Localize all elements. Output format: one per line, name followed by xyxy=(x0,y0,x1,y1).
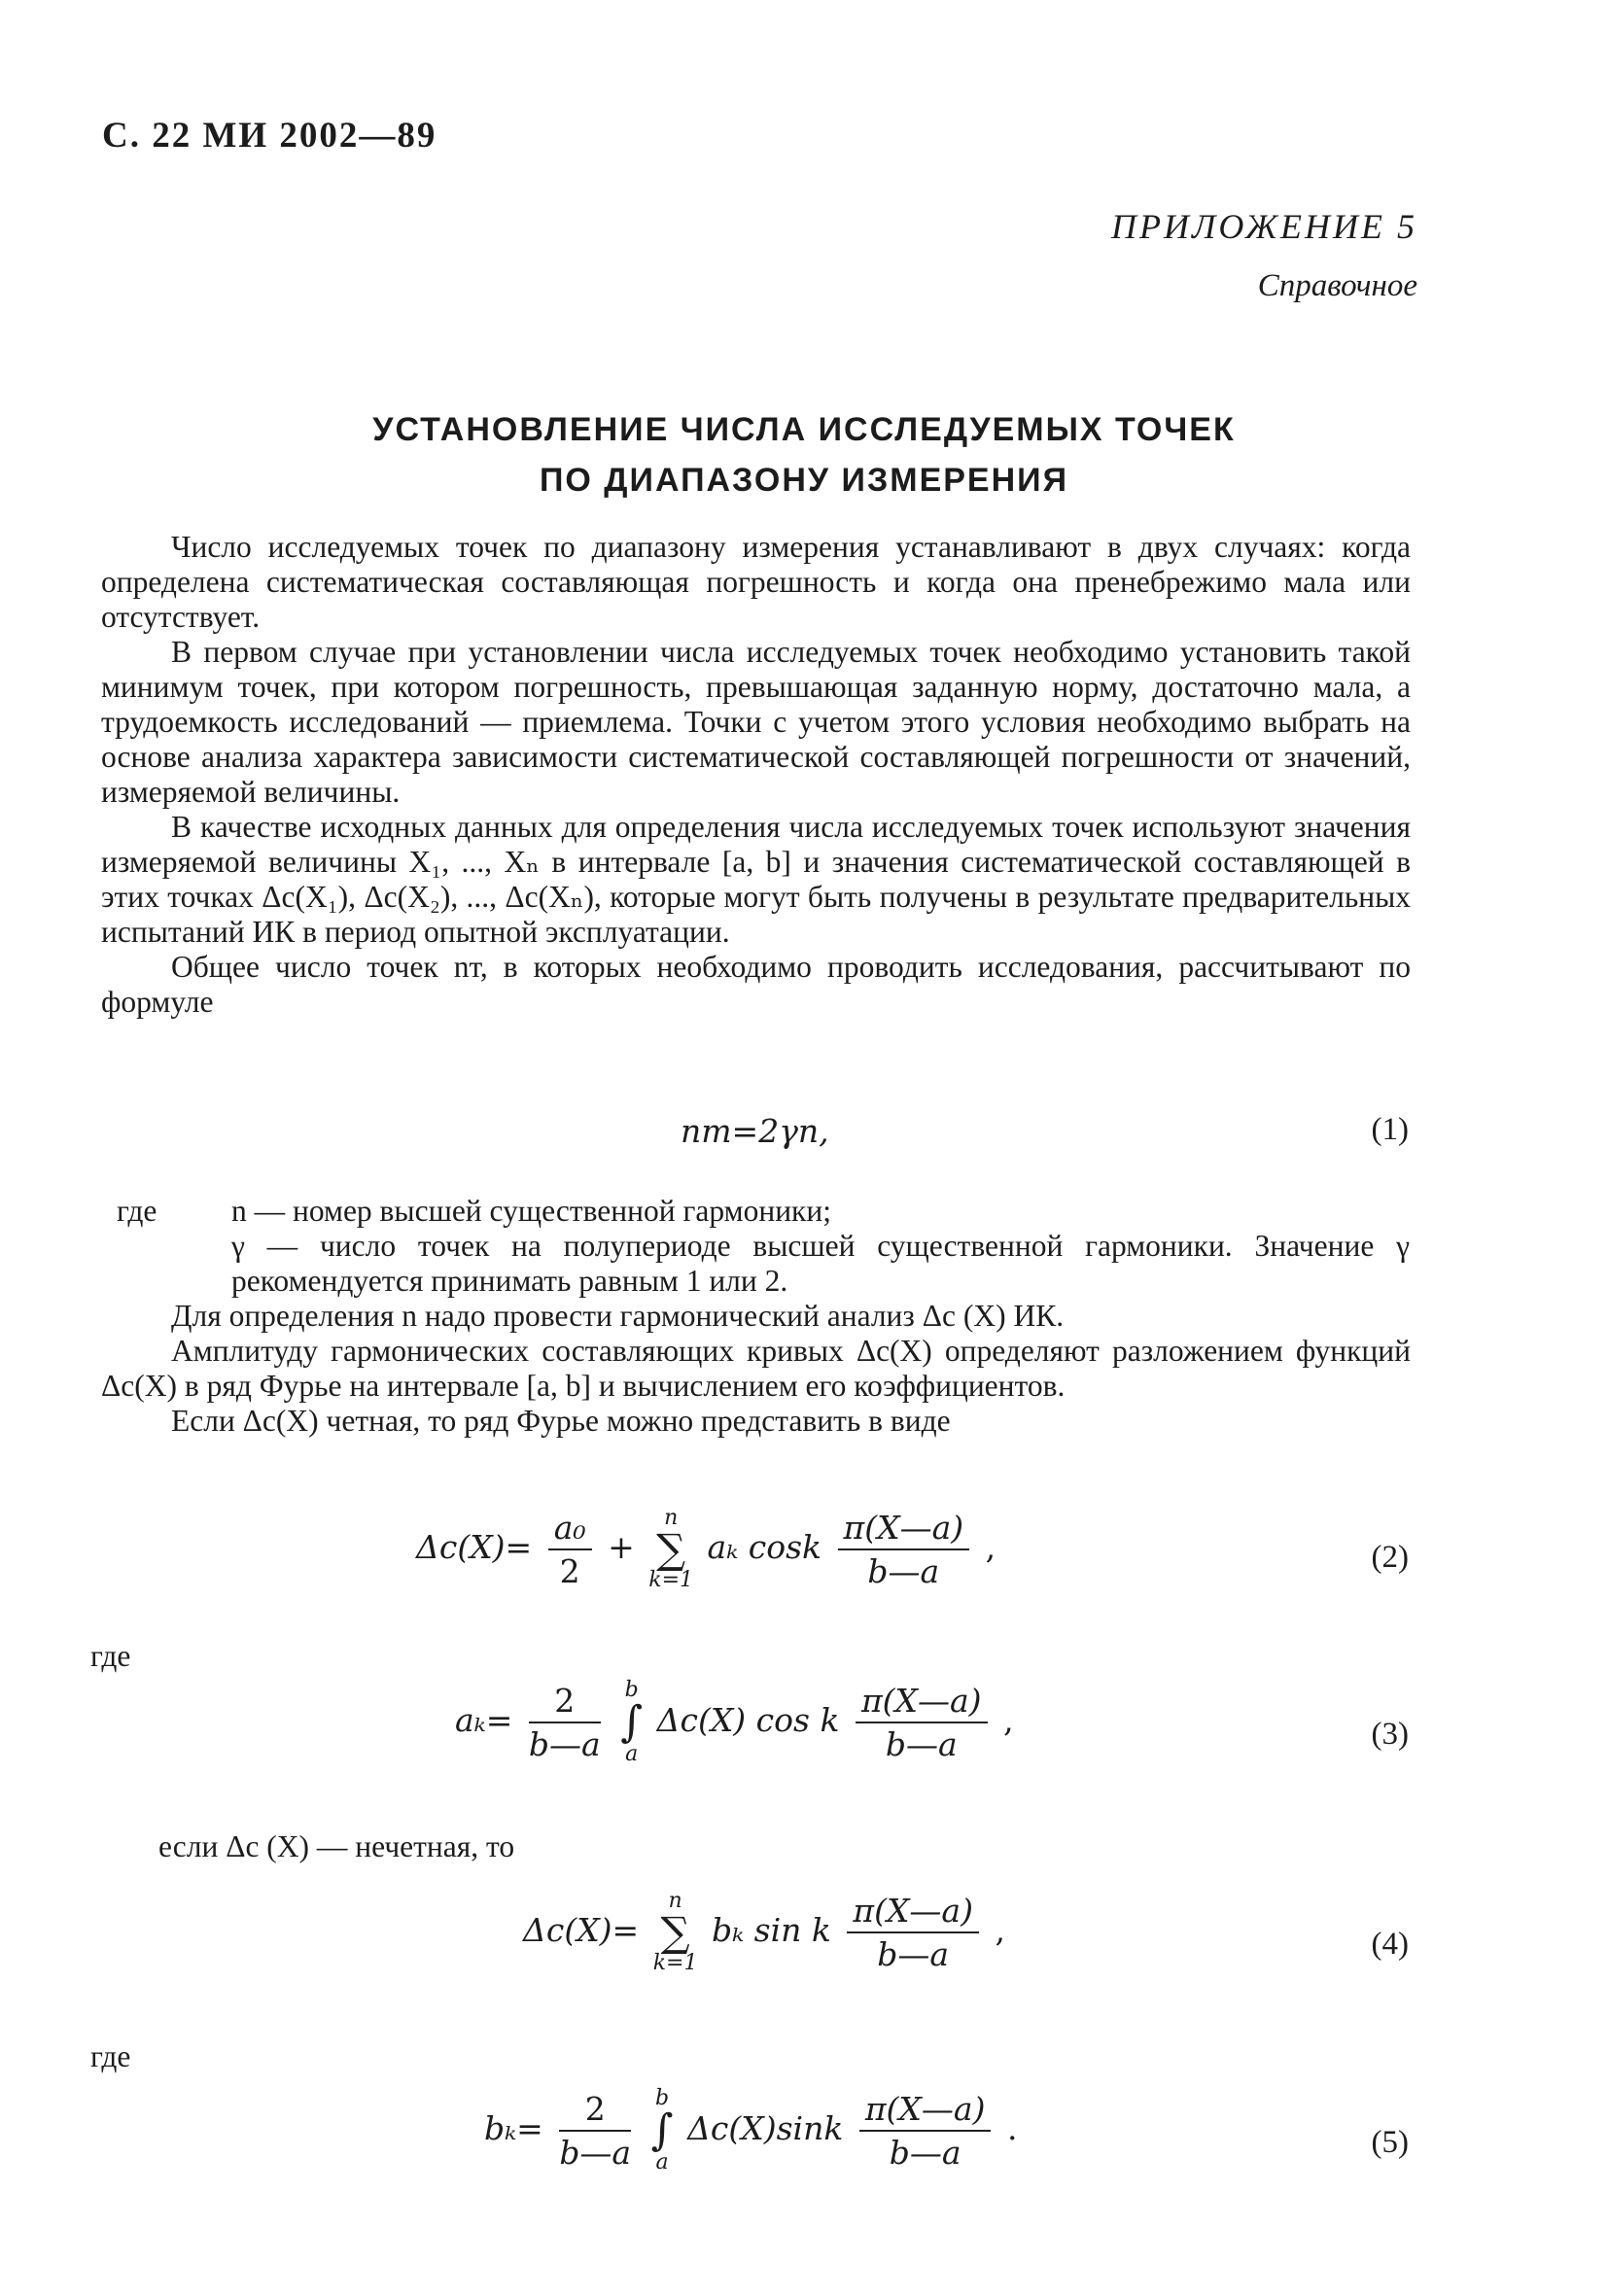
formula-5-tail: . xyxy=(1006,2109,1018,2147)
formula-4-frac-num: π(X—a) xyxy=(847,1892,979,1933)
formula-2-plus: + xyxy=(608,1528,635,1566)
body-text-upper xyxy=(101,530,1411,1020)
formula-3-int-top: b xyxy=(624,1678,639,1702)
formula-2 xyxy=(416,1507,996,1592)
formula-2-sum-bottom: k=1 xyxy=(648,1568,694,1592)
paragraph-6: Амплитуду гармонических составляющих кривых Δc(X) определяют разложением функций Δc(X) в ряд Фурье на интервале [a, b] и вычислением его коэффициентов. xyxy=(101,1334,1411,1403)
formula-1-rhs: =2γn, xyxy=(731,1112,829,1150)
formula-5-frac2-num: π(X—a) xyxy=(859,2090,992,2132)
formula-3-tail: , xyxy=(1003,1701,1014,1739)
formula-2-number: (2) xyxy=(1371,1540,1409,1575)
formula-2-sum: n ∑ k=1 xyxy=(648,1506,694,1592)
formula-5-fraction-2 xyxy=(859,2090,992,2172)
formula-3-fraction-1 xyxy=(529,1682,601,1763)
definitions-list xyxy=(117,1194,1410,1299)
formula-2-sum-top: n xyxy=(664,1506,679,1530)
formula-3-term: Δc(X) cos k xyxy=(656,1701,840,1739)
paragraph-7: Если Δc(X) четная, то ряд Фурье можно представить в виде xyxy=(171,1404,951,1438)
formula-2-tail: , xyxy=(985,1528,996,1566)
title-line-2: ПО ДИАПАЗОНУ ИЗМЕРЕНИЯ xyxy=(539,462,1069,499)
formula-5-integral: b ∫ a xyxy=(650,2086,674,2174)
formula-5-fraction-1 xyxy=(559,2090,631,2172)
formula-3-frac1-den: b—a xyxy=(528,1725,601,1763)
formula-3-fraction-2 xyxy=(856,1682,988,1763)
definition-1 xyxy=(117,1194,1410,1229)
formula-2-lhs: Δc(X)= xyxy=(416,1528,533,1566)
formula-1-number: (1) xyxy=(1371,1112,1409,1147)
formula-3-frac2-den: b—a xyxy=(885,1725,958,1763)
formula-4-lhs: Δc(X)= xyxy=(523,1911,640,1949)
formula-4-fraction xyxy=(847,1892,979,1973)
formula-2-fraction-2 xyxy=(838,1509,970,1590)
formula-3-frac2-num: π(X—a) xyxy=(856,1682,988,1723)
definition-1-text: n — номер высшей существенной гармоники; xyxy=(231,1194,831,1228)
formula-3-frac1-num: 2 xyxy=(529,1682,601,1723)
appendix-label: ПРИЛОЖЕНИЕ 5 xyxy=(1111,207,1417,246)
formula-1 xyxy=(681,1112,829,1150)
definition-2 xyxy=(117,1229,1410,1299)
definition-2-text: γ — число точек на полупериоде высшей существенной гармоники. Значение γ рекомендуется принимать равным 1 или 2. xyxy=(231,1229,1410,1298)
formula-3-int-bottom: a xyxy=(625,1742,639,1766)
formula-5-frac2-den: b—a xyxy=(889,2134,961,2172)
title-line-1: УСТАНОВЛЕНИЕ ЧИСЛА ИССЛЕДУЕМЫХ ТОЧЕК xyxy=(372,411,1236,448)
formula-4-sum-bottom: k=1 xyxy=(652,1951,698,1975)
formula-2-fraction-1 xyxy=(548,1509,592,1590)
formula-4 xyxy=(523,1890,1005,1975)
where-label-1: где xyxy=(90,1639,131,1673)
formula-4-number: (4) xyxy=(1371,1927,1409,1962)
body-text-middle xyxy=(101,1299,1411,1439)
paragraph-4: Общее число точек nт, в которых необходимо проводить исследования, рассчитывают по формуле xyxy=(101,950,1411,1019)
formula-4-sum: n ∑ k=1 xyxy=(652,1889,698,1975)
formula-3 xyxy=(455,1680,1014,1765)
formula-5-number: (5) xyxy=(1371,2125,1409,2160)
formula-5-term: Δc(X)sink xyxy=(687,2109,844,2147)
paragraph-5: Для определения n надо провести гармонический анализ Δc (X) ИК. xyxy=(171,1299,1065,1333)
section-title xyxy=(0,404,1608,505)
formula-4-term: bₖ sin k xyxy=(711,1911,831,1949)
paragraph-2: В первом случае при установлении числа исследуемых точек необходимо установить такой минимум точек, при котором погрешность, превышающая заданную норму, достаточно мала, а трудоемкость исследований — приемлема. Точки с учетом этого условия необходимо выбрать на основе анализа характера зависимости систематической составляющей погрешности от значений, измеряемой величины. xyxy=(101,635,1411,809)
appendix-block xyxy=(1111,206,1417,304)
formula-5 xyxy=(484,2088,1017,2174)
formula-1-lhs: nт xyxy=(681,1112,732,1150)
paragraph-1: Число исследуемых точек по диапазону измерения устанавливают в двух случаях: когда определена систематическая составляющая погрешность и когда она пренебрежимо мала или отсутствует. xyxy=(101,530,1411,634)
appendix-type: Справочное xyxy=(1257,268,1417,303)
paragraph-3: В качестве исходных данных для определения числа исследуемых точек используют значения измеряемой величины X₁, ..., Xₙ в интервале [a, b] и значения систематической составляющей в этих точках Δc(X₁), Δc(X₂), ..., Δc(Xₙ), которые могут быть получены в результате предварительных испытаний ИК в период опытной эксплуатации. xyxy=(101,810,1411,949)
formula-3-lhs: aₖ= xyxy=(455,1701,513,1739)
where-word: где xyxy=(117,1194,157,1228)
formula-5-frac1-den: b—a xyxy=(559,2134,632,2172)
paragraph-8: если Δc (X) — нечетная, то xyxy=(158,1829,515,1863)
formula-5-frac1-num: 2 xyxy=(559,2090,631,2132)
formula-2-frac2-den: b—a xyxy=(867,1552,940,1590)
where-label-2: где xyxy=(90,2039,131,2073)
formula-2-frac1-num: a₀ xyxy=(548,1509,592,1550)
formula-2-frac2-num: π(X—a) xyxy=(838,1509,970,1550)
formula-5-int-top: b xyxy=(655,2086,670,2110)
formula-3-number: (3) xyxy=(1371,1717,1409,1752)
formula-4-frac-den: b—a xyxy=(877,1935,950,1973)
page-header: С. 22 МИ 2002—89 xyxy=(102,116,437,156)
formula-3-integral: b ∫ a xyxy=(620,1678,644,1766)
formula-5-lhs: bₖ= xyxy=(484,2109,543,2147)
formula-4-sum-top: n xyxy=(668,1889,682,1913)
formula-4-tail: , xyxy=(995,1911,1005,1949)
formula-5-int-bottom: a xyxy=(655,2150,669,2174)
formula-2-frac1-den: 2 xyxy=(559,1552,580,1590)
formula-2-term: aₖ cosk xyxy=(707,1528,822,1566)
